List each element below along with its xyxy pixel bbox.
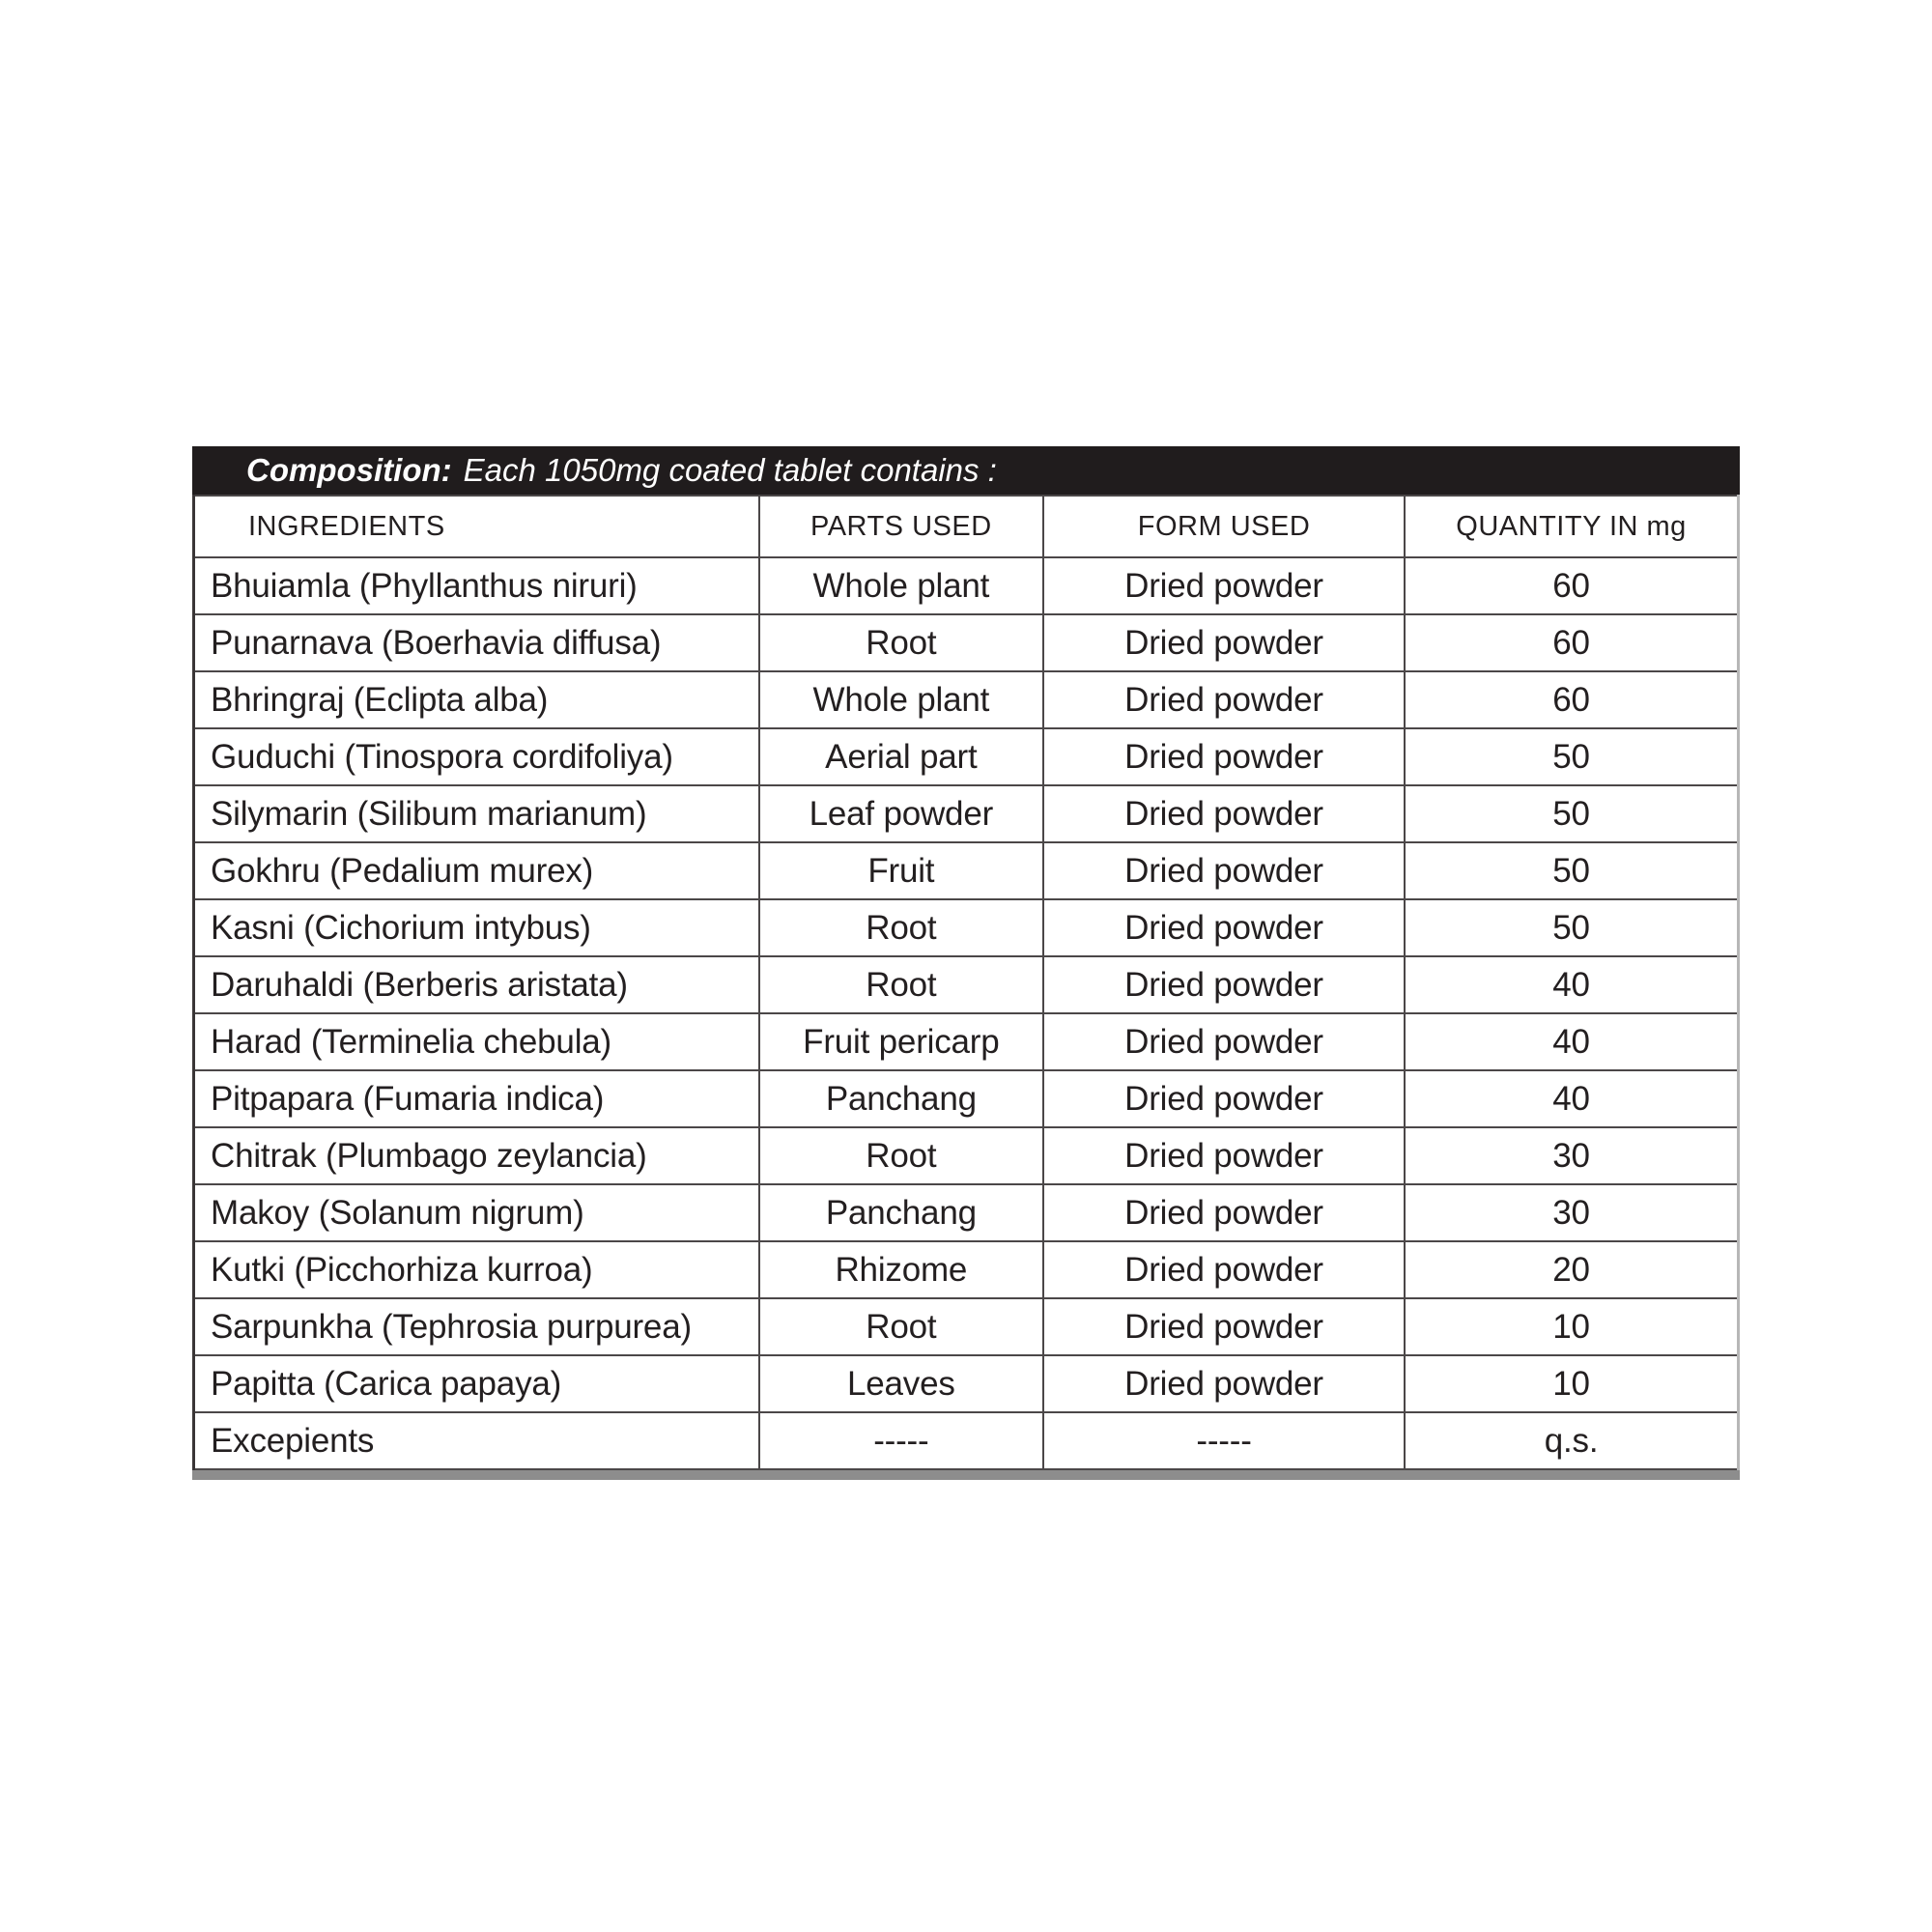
composition-title-label: Composition: [246, 452, 452, 488]
table-row [194, 1013, 1739, 1070]
table-row [194, 728, 1739, 785]
quantity-cell: 30 [1405, 1184, 1738, 1241]
quantity-cell: 50 [1405, 899, 1738, 956]
form-used-cell: Dried powder [1043, 1013, 1405, 1070]
column-header-quantity: QUANTITY IN mg [1405, 496, 1738, 557]
column-header-parts-used: PARTS USED [759, 496, 1043, 557]
quantity-cell: 60 [1405, 614, 1738, 671]
ingredient-cell: Excepients [194, 1412, 759, 1469]
table-row [194, 1127, 1739, 1184]
table-row [194, 671, 1739, 728]
composition-title-bar [192, 446, 1740, 495]
quantity-cell: 50 [1405, 842, 1738, 899]
composition-panel [192, 446, 1740, 1480]
quantity-cell: q.s. [1405, 1412, 1738, 1469]
quantity-cell: 60 [1405, 671, 1738, 728]
quantity-cell: 20 [1405, 1241, 1738, 1298]
part-used-cell: Root [759, 614, 1043, 671]
ingredient-cell: Harad (Terminelia chebula) [194, 1013, 759, 1070]
part-used-cell: Root [759, 1298, 1043, 1355]
table-row [194, 785, 1739, 842]
ingredient-cell: Punarnava (Boerhavia diffusa) [194, 614, 759, 671]
part-used-cell: Panchang [759, 1070, 1043, 1127]
form-used-cell: Dried powder [1043, 1355, 1405, 1412]
quantity-cell: 40 [1405, 1013, 1738, 1070]
quantity-cell: 50 [1405, 785, 1738, 842]
table-row [194, 899, 1739, 956]
part-used-cell: Fruit pericarp [759, 1013, 1043, 1070]
part-used-cell: Fruit [759, 842, 1043, 899]
ingredient-cell: Pitpapara (Fumaria indica) [194, 1070, 759, 1127]
form-used-cell: Dried powder [1043, 1184, 1405, 1241]
table-header-row [194, 496, 1739, 557]
composition-table [192, 495, 1740, 1470]
quantity-cell: 40 [1405, 956, 1738, 1013]
table-row [194, 1184, 1739, 1241]
part-used-cell: Leaf powder [759, 785, 1043, 842]
form-used-cell: Dried powder [1043, 1298, 1405, 1355]
part-used-cell: Whole plant [759, 671, 1043, 728]
quantity-cell: 30 [1405, 1127, 1738, 1184]
form-used-cell: ----- [1043, 1412, 1405, 1469]
table-row [194, 1241, 1739, 1298]
ingredient-cell: Papitta (Carica papaya) [194, 1355, 759, 1412]
ingredient-cell: Bhringraj (Eclipta alba) [194, 671, 759, 728]
quantity-cell: 10 [1405, 1355, 1738, 1412]
form-used-cell: Dried powder [1043, 956, 1405, 1013]
quantity-cell: 60 [1405, 557, 1738, 614]
table-row [194, 614, 1739, 671]
form-used-cell: Dried powder [1043, 1241, 1405, 1298]
form-used-cell: Dried powder [1043, 614, 1405, 671]
ingredient-cell: Gokhru (Pedalium murex) [194, 842, 759, 899]
table-row [194, 1412, 1739, 1469]
ingredient-cell: Kasni (Cichorium intybus) [194, 899, 759, 956]
part-used-cell: Root [759, 899, 1043, 956]
column-header-ingredients: INGREDIENTS [194, 496, 759, 557]
form-used-cell: Dried powder [1043, 785, 1405, 842]
table-row [194, 956, 1739, 1013]
table-row [194, 557, 1739, 614]
ingredient-cell: Guduchi (Tinospora cordifoliya) [194, 728, 759, 785]
quantity-cell: 50 [1405, 728, 1738, 785]
part-used-cell: Rhizome [759, 1241, 1043, 1298]
table-row [194, 1070, 1739, 1127]
form-used-cell: Dried powder [1043, 1070, 1405, 1127]
ingredient-cell: Chitrak (Plumbago zeylancia) [194, 1127, 759, 1184]
ingredient-cell: Sarpunkha (Tephrosia purpurea) [194, 1298, 759, 1355]
form-used-cell: Dried powder [1043, 557, 1405, 614]
column-header-form-used: FORM USED [1043, 496, 1405, 557]
table-body [194, 557, 1739, 1469]
composition-title-text: Each 1050mg coated tablet contains : [463, 452, 997, 488]
part-used-cell: Root [759, 956, 1043, 1013]
form-used-cell: Dried powder [1043, 1127, 1405, 1184]
part-used-cell: Root [759, 1127, 1043, 1184]
ingredient-cell: Kutki (Picchorhiza kurroa) [194, 1241, 759, 1298]
table-row [194, 1355, 1739, 1412]
part-used-cell: Leaves [759, 1355, 1043, 1412]
quantity-cell: 40 [1405, 1070, 1738, 1127]
table-row [194, 1298, 1739, 1355]
ingredient-cell: Makoy (Solanum nigrum) [194, 1184, 759, 1241]
part-used-cell: Whole plant [759, 557, 1043, 614]
form-used-cell: Dried powder [1043, 671, 1405, 728]
form-used-cell: Dried powder [1043, 842, 1405, 899]
part-used-cell: ----- [759, 1412, 1043, 1469]
form-used-cell: Dried powder [1043, 899, 1405, 956]
part-used-cell: Panchang [759, 1184, 1043, 1241]
part-used-cell: Aerial part [759, 728, 1043, 785]
quantity-cell: 10 [1405, 1298, 1738, 1355]
form-used-cell: Dried powder [1043, 728, 1405, 785]
table-row [194, 842, 1739, 899]
ingredient-cell: Bhuiamla (Phyllanthus niruri) [194, 557, 759, 614]
ingredient-cell: Silymarin (Silibum marianum) [194, 785, 759, 842]
ingredient-cell: Daruhaldi (Berberis aristata) [194, 956, 759, 1013]
